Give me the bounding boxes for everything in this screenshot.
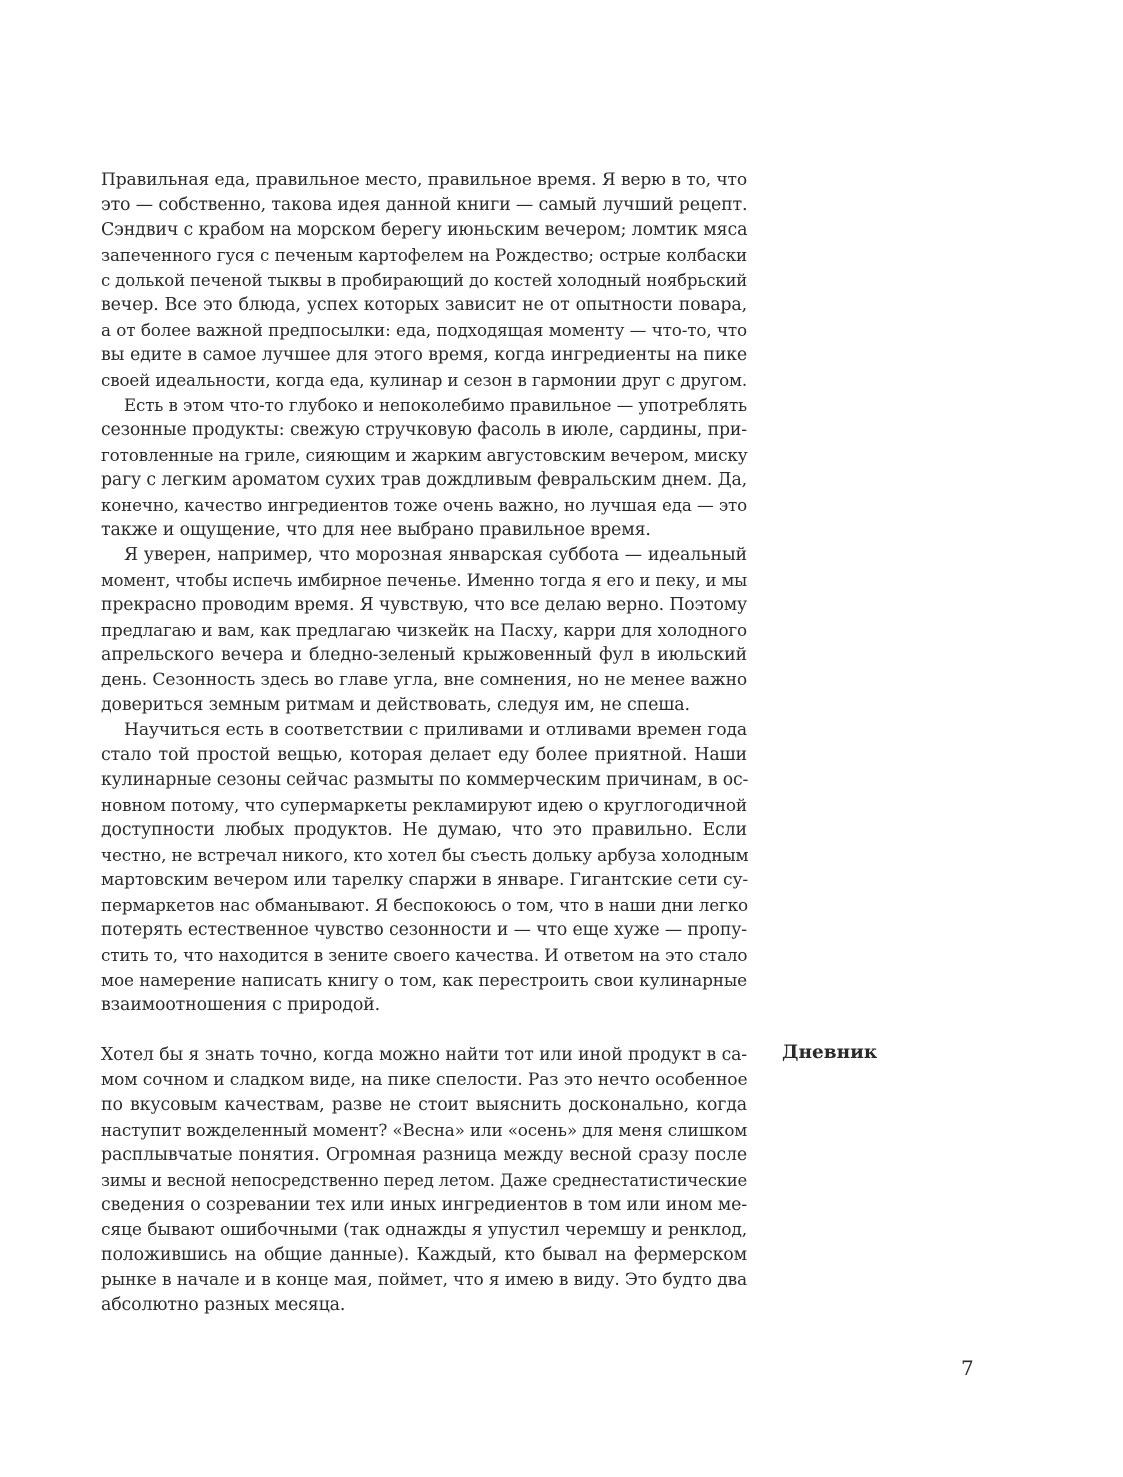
text-line: Научиться есть в соответствии с приливами и отливами времен года bbox=[124, 720, 747, 740]
text-line: апрельского вечера и бледно-зеленый крыжовенный фул в июльский bbox=[101, 645, 747, 665]
text-line: абсолютно разных месяца. bbox=[101, 1295, 346, 1315]
text-line: прекрасно проводим время. Я чувствую, что все делаю верно. Поэтому bbox=[101, 595, 748, 615]
text-line: взаимоотношения с природой. bbox=[101, 995, 380, 1015]
text-line: запеченного гуся с печеным картофелем на Рождество; острые колбаски bbox=[101, 245, 747, 265]
text-line: вы едите в самое лучшее для этого время, когда ингредиенты на пике bbox=[101, 345, 747, 365]
text-line: предлагаю и вам, как предлагаю чизкейк на Пасху, карри для холодного bbox=[101, 620, 747, 640]
text-line: готовленные на гриле, сияющим и жарким августовским вечером, миску bbox=[101, 445, 748, 465]
text-line: а от более важной предпосылки: еда, подходящая моменту — что-то, что bbox=[101, 320, 747, 340]
text-line: Правильная еда, правильное место, правильное время. Я верю в то, что bbox=[101, 170, 747, 190]
text-line: рынке в начале и в конце мая, поймет, что я имею в виду. Это будто два bbox=[101, 1270, 747, 1290]
text-line: мартовским вечером или тарелку спаржи в январе. Гигантские сети су- bbox=[101, 870, 748, 890]
text-line: вечер. Все это блюда, успех которых зависит не от опытности повара, bbox=[101, 295, 747, 315]
text-line: доступности любых продуктов. Не думаю, что это правильно. Если bbox=[101, 820, 747, 840]
text-line: с долькой печеной тыквы в пробирающий до костей холодный ноябрьский bbox=[101, 271, 748, 290]
section-heading: Дневник bbox=[782, 1042, 878, 1063]
text-line: честно, не встречал никого, кто хотел бы съесть дольку арбуза холодным bbox=[101, 845, 749, 865]
text-line: мом сочном и сладком виде, на пике спелости. Раз это нечто особенное bbox=[101, 1070, 748, 1090]
text-line: по вкусовым качествам, разве не стоит выяснить досконально, когда bbox=[101, 1095, 747, 1115]
text-line: это — собственно, такова идея данной книги — самый лучший рецепт. bbox=[101, 195, 748, 215]
text-line: мое намерение написать книгу о том, как перестроить свои кулинарные bbox=[101, 970, 747, 990]
text-line: довериться земным ритмам и действовать, следуя им, не спеша. bbox=[101, 695, 690, 715]
text-line: кулинарные сезоны сейчас размыты по коммерческим причинам, в ос- bbox=[101, 770, 749, 790]
text-line: положившись на общие данные). Каждый, кто бывал на фермерском bbox=[101, 1245, 747, 1265]
page-number: 7 bbox=[961, 1356, 974, 1380]
text-line: Сэндвич с крабом на морском берегу июньским вечером; ломтик мяса bbox=[101, 220, 748, 240]
text-line: Я уверен, например, что морозная январская суббота — идеальный bbox=[124, 545, 747, 565]
text-line: рагу с легким ароматом сухих трав дождливым февральским днем. Да, bbox=[101, 470, 747, 490]
text-line: стало той простой вещью, которая делает еду более приятной. Наши bbox=[101, 745, 747, 765]
text-line: сяце бывают ошибочными (так однажды я упустил черемшу и ренклод, bbox=[101, 1220, 747, 1240]
text-line: сведения о созревании тех или иных ингредиентов в том или ином ме- bbox=[101, 1195, 747, 1215]
text-line: стить то, что находится в зените своего качества. И ответом на это стало bbox=[101, 945, 748, 965]
text-line: момент, чтобы испечь имбирное печенье. Именно тогда я его и пеку, и мы bbox=[101, 571, 747, 590]
text-line: сезонные продукты: свежую стручковую фасоль в июле, сардины, при- bbox=[101, 420, 747, 440]
text-line: своей идеальности, когда еда, кулинар и сезон в гармонии друг с другом. bbox=[101, 370, 747, 390]
text-line: Есть в этом что-то глубоко и непоколебимо правильное — употреблять bbox=[124, 395, 747, 415]
text-line: пермаркетов нас обманывают. Я беспокоюсь о том, что в наши дни легко bbox=[101, 895, 748, 915]
text-line: день. Сезонность здесь во главе угла, вне сомнения, но не менее важно bbox=[101, 670, 747, 690]
text-line: Хотел бы я знать точно, когда можно найти тот или иной продукт в са- bbox=[101, 1045, 747, 1065]
text-line: зимы и весной непосредственно перед летом. Даже среднестатистические bbox=[101, 1171, 748, 1190]
text-line: расплывчатые понятия. Огромная разница между весной сразу после bbox=[101, 1145, 747, 1165]
text-line: потерять естественное чувство сезонности и — что еще хуже — пропу- bbox=[101, 920, 747, 940]
text-line: наступит вожделенный момент? «Весна» или «осень» для меня слишком bbox=[101, 1120, 748, 1140]
text-line: конечно, качество ингредиентов тоже очень важно, но лучшая еда — это bbox=[101, 495, 747, 515]
text-line: новном потому, что супермаркеты рекламируют идею о круглогодичной bbox=[101, 795, 747, 815]
text-line: также и ощущение, что для нее выбрано правильное время. bbox=[101, 520, 651, 540]
